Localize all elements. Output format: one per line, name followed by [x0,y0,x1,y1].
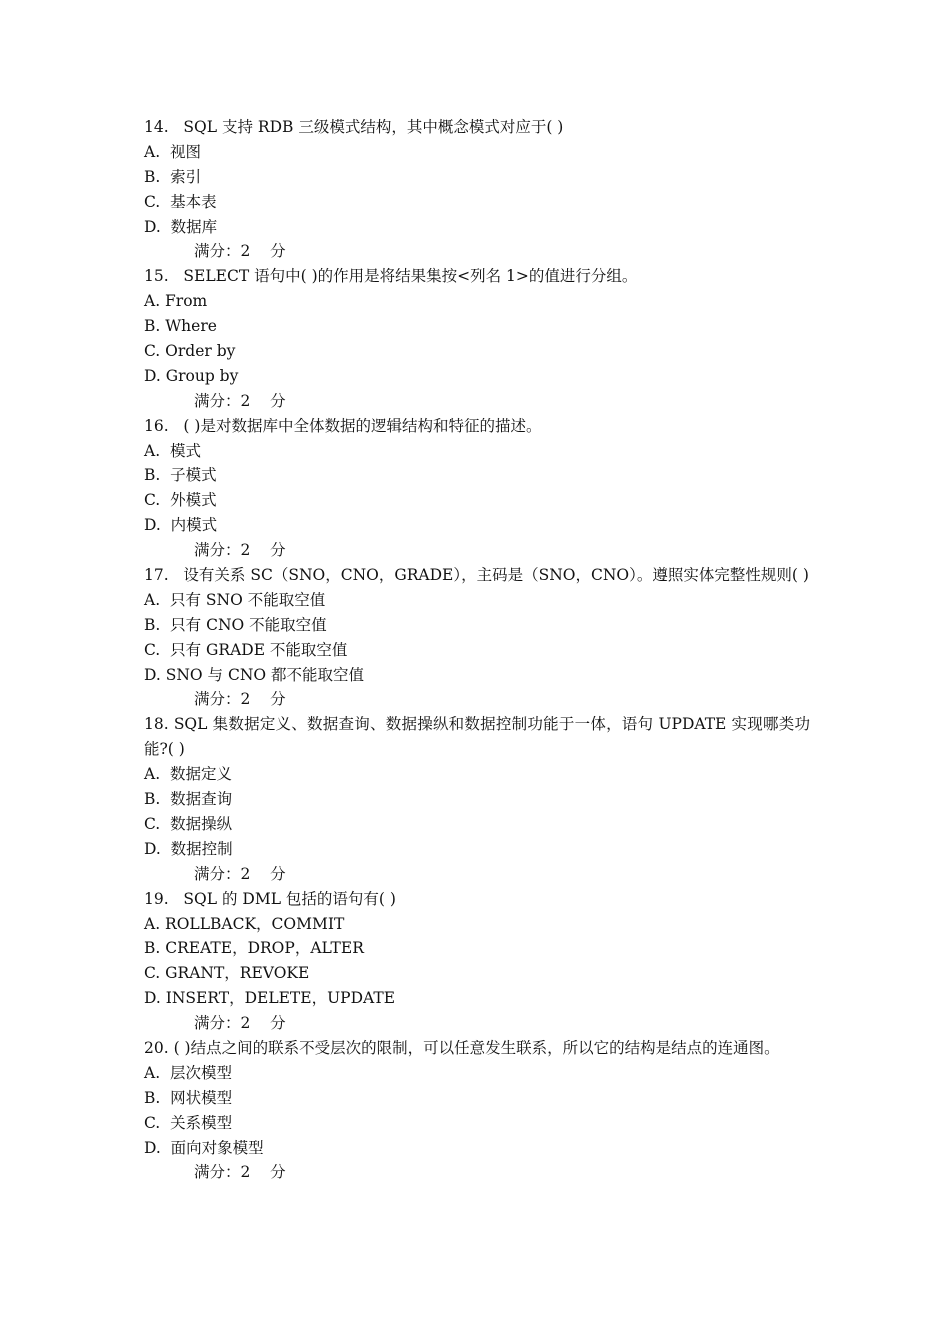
question-19 [144,887,810,1036]
question-stem: 14. SQL 支持 RDB 三级模式结构，其中概念模式对应于( ) [144,118,564,136]
option-a: A. 只有 SNO 不能取空值 [144,590,326,609]
option-b: B. CREATE，DROP，ALTER [144,939,364,958]
score-line: 满分：2 分 [194,864,286,883]
question-stem: 20. ( )结点之间的联系不受层次的限制，可以任意发生联系，所以它的结构是结点的连通图。 [144,1038,780,1057]
option-a: A. From [144,292,208,311]
option-c: C. Order by [144,342,236,361]
option-a: A. ROLLBACK，COMMIT [144,914,345,933]
score-line: 满分：2 分 [194,391,286,410]
option-b: B. 数据查询 [144,790,233,809]
option-c: C. 数据操纵 [144,814,233,833]
question-17 [144,563,810,712]
option-a: A. 视图 [144,142,201,161]
option-b: B. 网状模型 [144,1088,233,1107]
option-d: D. 数据控制 [144,839,233,858]
option-b: B. 子模式 [144,466,217,485]
option-c: C. 关系模型 [144,1113,233,1132]
option-a: A. 模式 [144,441,201,460]
option-b: B. 索引 [144,167,202,186]
question-14 [144,115,810,264]
score-line: 满分：2 分 [194,541,286,560]
option-a: A. 数据定义 [144,765,232,784]
option-d: D. 内模式 [144,516,218,535]
option-b: B. Where [144,317,217,336]
option-c: C. 外模式 [144,491,217,510]
option-a: A. 层次模型 [144,1063,232,1082]
option-d: D. SNO 与 CNO 都不能取空值 [144,665,365,684]
option-c: C. 基本表 [144,192,217,211]
score-line: 满分：2 分 [194,242,286,261]
question-16 [144,414,810,563]
exam-document [144,115,810,1185]
question-20 [144,1036,810,1185]
option-c: C. 只有 GRADE 不能取空值 [144,640,348,659]
question-18 [144,712,810,886]
question-stem: 15. SELECT 语句中( )的作用是将结果集按<列名 1>的值进行分组。 [144,267,638,286]
option-c: C. GRANT，REVOKE [144,964,310,983]
option-b: B. 只有 CNO 不能取空值 [144,615,327,634]
option-d: D. Group by [144,366,239,385]
option-d: D. INSERT，DELETE，UPDATE [144,989,396,1008]
score-line: 满分：2 分 [194,1014,286,1033]
question-stem: 18. SQL 集数据定义、数据查询、数据操纵和数据控制功能于一体，语句 UPDATE 实现哪类功能?( ) [144,715,810,759]
option-d: D. 面向对象模型 [144,1138,264,1157]
question-stem: 16. ( )是对数据库中全体数据的逻辑结构和特征的描述。 [144,416,542,435]
option-d: D. 数据库 [144,217,218,236]
question-stem: 17. 设有关系 SC（SNO，CNO，GRADE），主码是（SNO，CNO）。遵照实体完整性规则( ) [144,566,809,585]
score-line: 满分：2 分 [194,1163,286,1182]
question-15 [144,264,810,413]
question-stem: 19. SQL 的 DML 包括的语句有( ) [144,889,396,908]
score-line: 满分：2 分 [194,690,286,709]
